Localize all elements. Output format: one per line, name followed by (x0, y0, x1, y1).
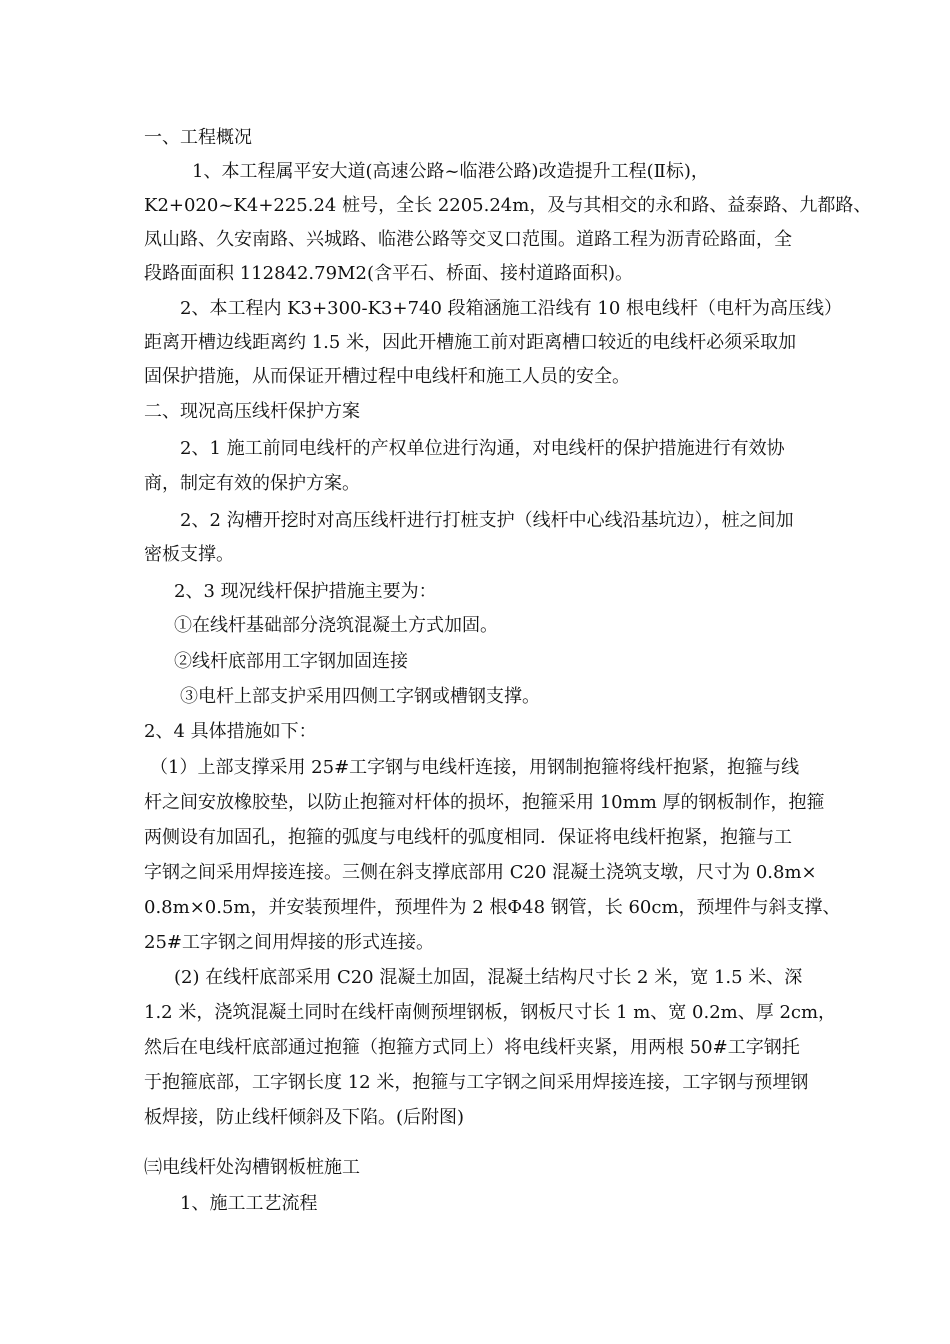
paragraph-line: （1）上部支撑采用 25#工字钢与电线杆连接，用钢制抱箍将线杆抱紧，抱箍与线 (150, 757, 800, 778)
paragraph-line: 距离开槽边线距离约 1.5 米，因此开槽施工前对距离槽口较近的电线杆必须采取加 (144, 332, 797, 353)
paragraph-line: 凤山路、久安南路、兴城路、临港公路等交叉口范围。道路工程为沥青砼路面，全 (144, 229, 792, 250)
list-item: ②线杆底部用工字钢加固连接 (174, 651, 408, 672)
paragraph-line: 2、2 沟槽开挖时对高压线杆进行打桩支护（线杆中心线沿基坑边），桩之间加 (180, 510, 794, 531)
paragraph-line: 固保护措施，从而保证开槽过程中电线杆和施工人员的安全。 (144, 366, 630, 387)
paragraph-line: 2、本工程内 K3+300-K3+740 段箱涵施工沿线有 10 根电线杆（电杆为高压线） (180, 298, 842, 319)
paragraph-line: 2、3 现况线杆保护措施主要为： (174, 581, 437, 602)
paragraph-line: 2、4 具体措施如下： (144, 721, 317, 742)
paragraph-line: 然后在电线杆底部通过抱箍（抱箍方式同上）将电线杆夹紧，用两根 50#工字钢托 (144, 1037, 800, 1058)
list-item: ③电杆上部支护采用四侧工字钢或槽钢支撑。 (180, 686, 540, 707)
paragraph-line: 2、1 施工前同电线杆的产权单位进行沟通，对电线杆的保护措施进行有效协 (180, 438, 785, 459)
paragraph-line: 0.8m×0.5m，并安装预埋件，预埋件为 2 根Φ48 钢管，长 60cm，预埋件与斜支撑、 (144, 897, 841, 918)
section-heading-3: ㈢电线杆处沟槽钢板桩施工 (144, 1157, 360, 1178)
list-item: ①在线杆基础部分浇筑混凝土方式加固。 (174, 615, 498, 636)
paragraph-line: 杆之间安放橡胶垫，以防止抱箍对杆体的损坏，抱箍采用 10mm 厚的钢板制作，抱箍 (144, 792, 825, 813)
paragraph-line: 25#工字钢之间用焊接的形式连接。 (144, 932, 434, 953)
paragraph-line: 段路面面积 112842.79M2(含平石、桥面、接村道路面积)。 (144, 263, 633, 284)
paragraph-line: 1、本工程属平安大道(高速公路~临港公路)改造提升工程(Ⅱ标)， (192, 161, 709, 182)
subheading: 1、施工工艺流程 (180, 1193, 318, 1214)
paragraph-line: 于抱箍底部，工字钢长度 12 米，抱箍与工字钢之间采用焊接连接，工字钢与预埋钢 (144, 1072, 809, 1093)
paragraph-line: 1.2 米，浇筑混凝土同时在线杆南侧预埋钢板，钢板尺寸长 1 m、宽 0.2m、厚 2cm， (144, 1002, 837, 1023)
paragraph-line: 商，制定有效的保护方案。 (144, 473, 360, 494)
paragraph-line: K2+020~K4+225.24 桩号，全长 2205.24m，及与其相交的永和路、益泰路、九都路、 (144, 195, 872, 216)
paragraph-line: (2) 在线杆底部采用 C20 混凝土加固，混凝土结构尺寸长 2 米，宽 1.5 米、深 (174, 967, 803, 988)
paragraph-line: 字钢之间采用焊接连接。三侧在斜支撑底部用 C20 混凝土浇筑支墩，尺寸为 0.8m× (144, 862, 817, 883)
section-heading-1: 一、工程概况 (144, 127, 252, 148)
section-heading-2: 二、现况高压线杆保护方案 (144, 401, 360, 422)
paragraph-line: 两侧设有加固孔，抱箍的弧度与电线杆的弧度相同．保证将电线杆抱紧，抱箍与工 (144, 827, 792, 848)
paragraph-line: 密板支撑。 (144, 544, 234, 565)
paragraph-line: 板焊接，防止线杆倾斜及下陷。(后附图) (144, 1107, 465, 1128)
